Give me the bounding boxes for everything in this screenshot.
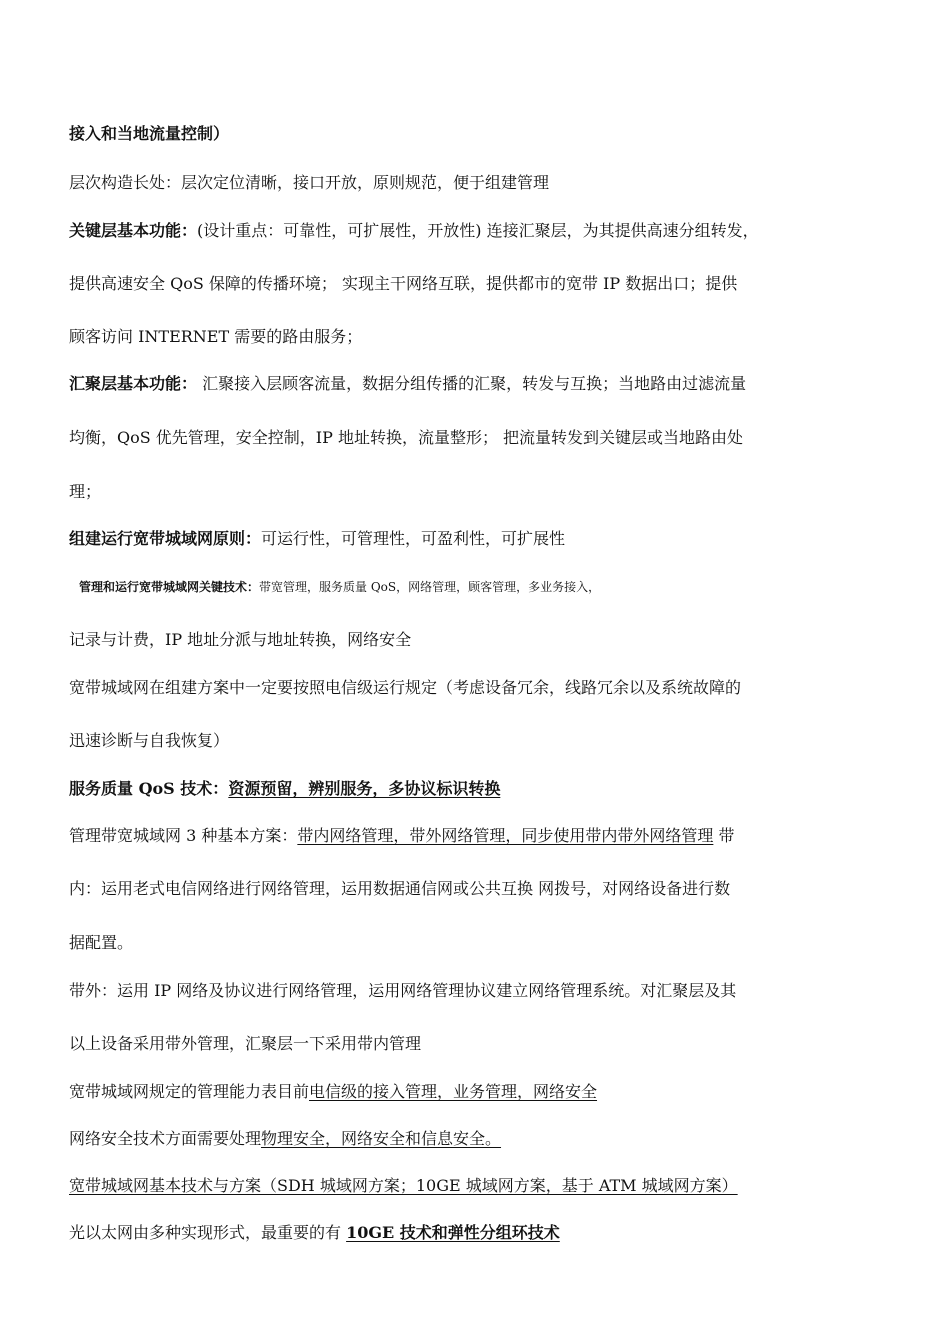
text-line-3 bbox=[69, 220, 889, 242]
text-line-14 bbox=[69, 778, 889, 800]
management-schemes-label: 管理带宽城域网 3 种基本方案： bbox=[69, 826, 298, 845]
text-line-2: 层次构造长处：层次定位清晰，接口开放，原则规范，便于组建管理 bbox=[69, 173, 550, 192]
security-label: 网络安全技术方面需要处理 bbox=[69, 1129, 262, 1148]
management-schemes-text: 带内网络管理，带外网络管理，同步使用带内带外网络管理 bbox=[297, 826, 714, 845]
text-line-18: 带外：运用 IP 网络及协议进行网络管理，运用网络管理协议建立网络管理系统。对汇聚层及其 bbox=[69, 981, 737, 1000]
text-line-15 bbox=[69, 825, 889, 847]
text-line-10 bbox=[79, 576, 899, 598]
ethernet-text: 10GE 技术和弹性分组环技术 bbox=[346, 1223, 560, 1242]
text-line-8: 理； bbox=[69, 482, 102, 501]
text-line-9 bbox=[69, 528, 889, 550]
heading-key-technologies: 管理和运行宽带城域网关键技术： bbox=[79, 580, 260, 594]
text-line-13: 迅速诊断与自我恢复） bbox=[69, 731, 230, 750]
text-line-23 bbox=[69, 1222, 889, 1244]
heading-core-layer: 关键层基本功能： bbox=[69, 221, 198, 240]
text-line-16: 内：运用老式电信网络进行网络管理，运用数据通信网或公共互换 网拨号，对网络设备进行数 bbox=[69, 879, 731, 898]
heading-principles: 组建运行宽带城域网原则： bbox=[69, 529, 262, 548]
qos-text: 资源预留，辨别服务，多协议标识转换 bbox=[228, 779, 501, 798]
ethernet-label: 光以太网由多种实现形式，最重要的有 bbox=[69, 1223, 347, 1242]
text-line-22: 宽带城域网基本技术与方案（SDH 城域网方案；10GE 城域网方案，基于 ATM 城域网方案） bbox=[69, 1176, 738, 1195]
security-text: 物理安全，网络安全和信息安全。 bbox=[261, 1129, 502, 1148]
aggregation-layer-text: 汇聚接入层顾客流量，数据分组传播的汇聚，转发与互换；当地路由过滤流量 bbox=[197, 374, 747, 393]
text-line-19: 以上设备采用带外管理，汇聚层一下采用带内管理 bbox=[69, 1034, 422, 1053]
text-line-12: 宽带城域网在组建方案中一定要按照电信级运行规定（考虑设备冗余，线路冗余以及系统故障的 bbox=[69, 678, 742, 697]
text-line-17: 据配置。 bbox=[69, 933, 134, 952]
text-line-1: 接入和当地流量控制） bbox=[69, 124, 230, 143]
text-line-5: 顾客访问 INTERNET 需要的路由服务； bbox=[69, 327, 363, 346]
management-schemes-tail: 带 bbox=[713, 826, 735, 845]
capability-text: 电信级的接入管理，业务管理，网络安全 bbox=[309, 1082, 598, 1101]
text-line-4: 提供高速安全 QoS 保障的传播环境； 实现主干网络互联，提供都市的宽带 IP 数据出口；提供 bbox=[69, 274, 738, 293]
text-line-20 bbox=[69, 1081, 889, 1103]
capability-label: 宽带城域网规定的管理能力表目前 bbox=[69, 1082, 310, 1101]
heading-aggregation-layer: 汇聚层基本功能： bbox=[69, 374, 198, 393]
core-layer-text: (设计重点：可靠性，可扩展性，开放性) 连接汇聚层，为其提供高速分组转发， bbox=[197, 221, 759, 240]
principles-text: 可运行性，可管理性，可盈利性，可扩展性 bbox=[261, 529, 566, 548]
key-technologies-text: 带宽管理，服务质量 QoS，网络管理，顾客管理，多业务接入， bbox=[259, 580, 601, 594]
text-line-21 bbox=[69, 1128, 889, 1150]
text-line-7: 均衡，QoS 优先管理，安全控制，IP 地址转换，流量整形； 把流量转发到关键层或当地路由处 bbox=[69, 428, 744, 447]
heading-qos: 服务质量 QoS 技术： bbox=[69, 779, 229, 798]
text-line-11: 记录与计费，IP 地址分派与地址转换，网络安全 bbox=[69, 630, 412, 649]
text-line-6 bbox=[69, 373, 889, 395]
